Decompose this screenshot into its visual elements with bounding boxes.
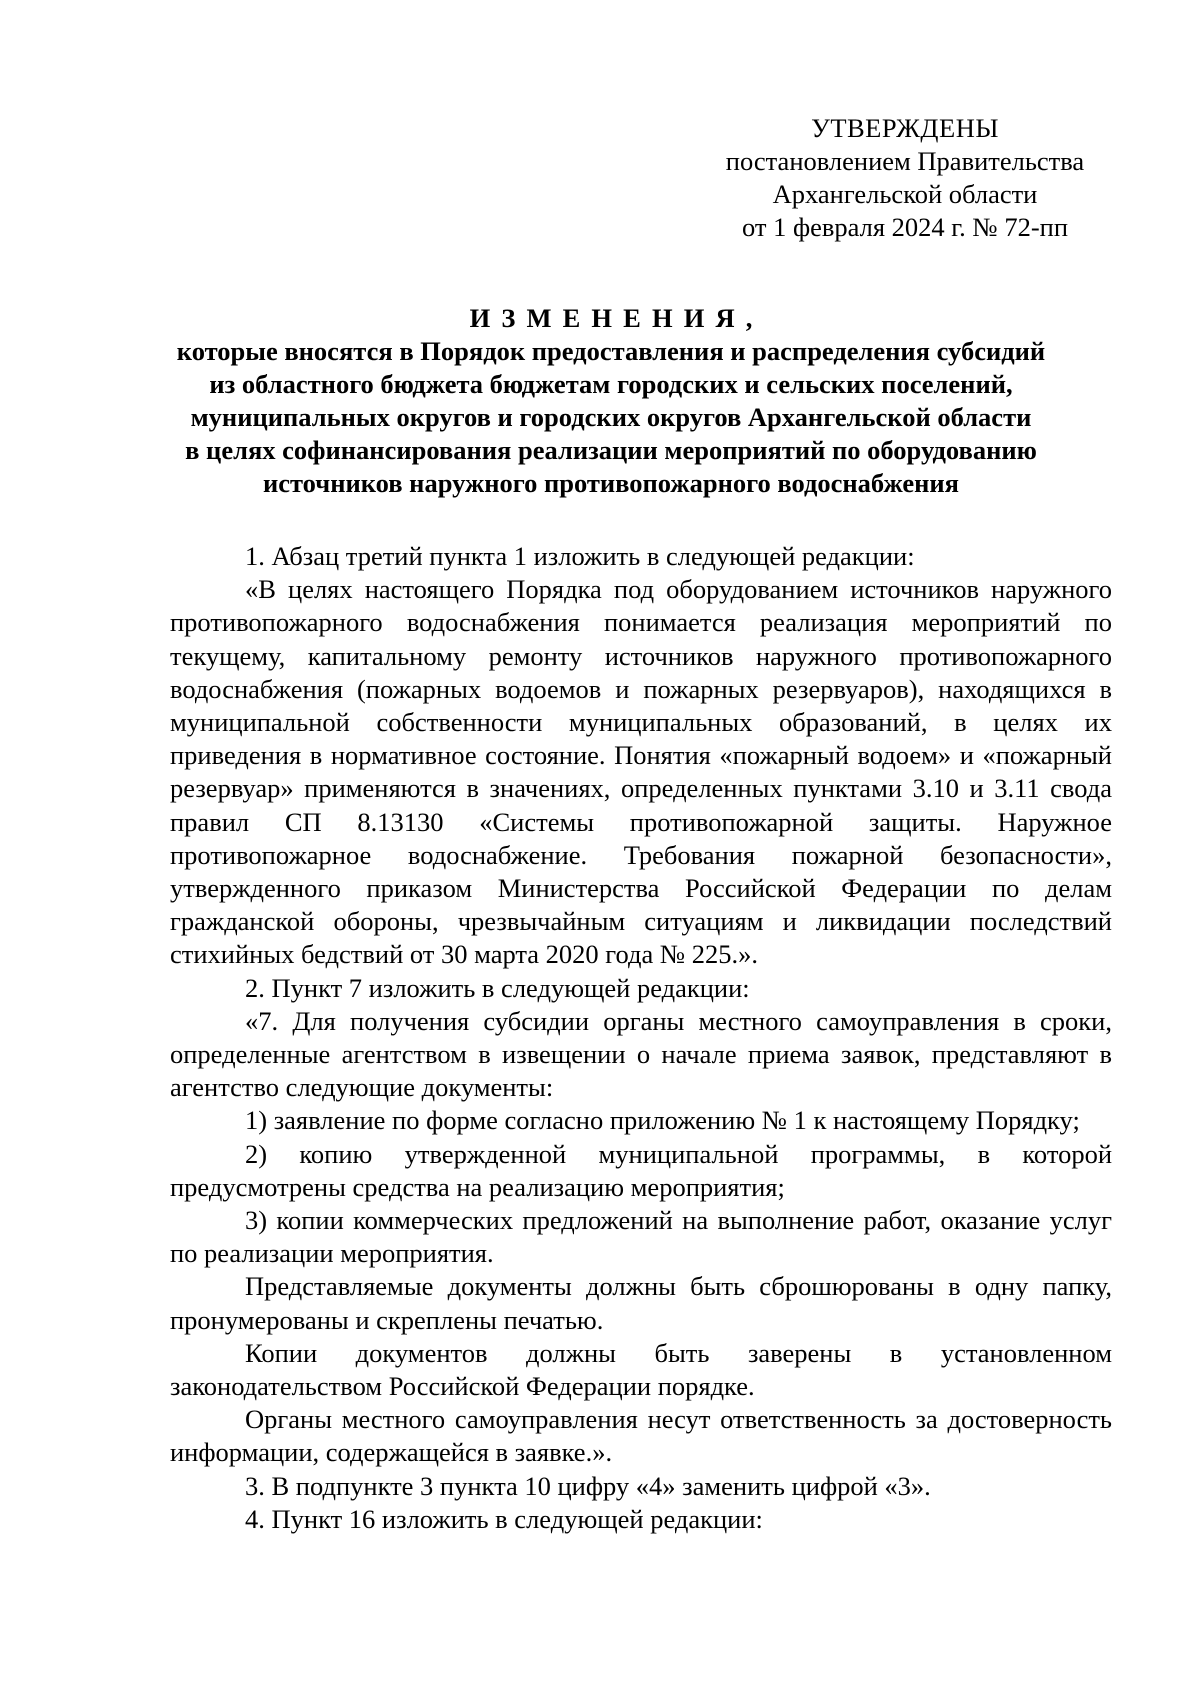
paragraph: 1. Абзац третий пункта 1 изложить в следующей редакции: [245,541,915,571]
paragraph: Представляемые документы должны быть сброшюрованы в одну папку, пронумерованы и скреплены печатью. [170,1271,1112,1335]
paragraph: 2) копию утвержденной муниципальной программы, в которой предусмотрены средства на реализацию мероприятия; [170,1138,1112,1202]
paragraph: Органы местного самоуправления несут ответственность за достоверность информации, содержащейся в заявке.». [170,1404,1112,1468]
approval-heading: УТВЕРЖДЕНЫ [811,113,999,143]
approval-line-resolution: постановлением Правительства [725,146,1085,176]
title-line-5: источников наружного противопожарного водоснабжения [262,468,960,498]
paragraph: «В целях настоящего Порядка под оборудованием источников наружного противопожарного водоснабжения понимается реализация мероприятий по текущему, капитальному ремонту источников наружного противопожарного водоснабжения (пожарных водоемов и пожарных резервуаров), находящихся в муниципальной собственности муниципальных образований, в целях их приведения в нормативное состояние. Понятия «пожарный водоем» и «пожарный резервуар» применяются в значениях, определенных пунктами 3.10 и 3.11 свода правил СП 8.13130 «Системы противопожарной защиты. Наружное противопожарное водоснабжение. Требования пожарной безопасности», утвержденного приказом Министерства Российской Федерации по делам гражданской обороны, чрезвычайным ситуациям и ликвидации последствий стихийных бедствий от 30 марта 2020 года № 225.». [170,574,1112,970]
approval-stamp [690,112,1120,244]
approval-line-region: Архангельской области [772,179,1038,209]
paragraph: 3) копии коммерческих предложений на выполнение работ, оказание услуг по реализации мероприятия. [170,1205,1112,1269]
paragraph: «7. Для получения субсидии органы местного самоуправления в сроки, определенные агентством в извещении о начале приема заявок, представляют в агентство следующие документы: [170,1005,1112,1103]
paragraph: 4. Пункт 16 изложить в следующей редакции: [245,1503,763,1534]
paragraph: 3. В подпункте 3 пункта 10 цифру «4» заменить цифрой «3». [245,1470,931,1501]
paragraph: 1) заявление по форме согласно приложению № 1 к настоящему Порядку; [245,1105,1080,1136]
paragraph: 2. Пункт 7 изложить в следующей редакции: [245,972,750,1003]
title-line-4: в целях софинансирования реализации мероприятий по оборудованию [185,435,1037,465]
paragraph: Копии документов должны быть заверены в установленном законодательством Российской Федерации порядке. [170,1337,1112,1402]
document-title [150,302,1072,500]
title-heading: ИЗМЕНЕНИЯ, [469,303,764,333]
title-line-2: из областного бюджета бюджетам городских и сельских поселений, [209,369,1013,399]
document-body [170,540,1112,1536]
approval-line-date: от 1 февраля 2024 г. № 72-пп [741,212,1069,242]
title-line-3: муниципальных округов и городских округов Архангельской области [190,402,1032,432]
title-line-1: которые вносятся в Порядок предоставления и распределения субсидий [176,336,1046,366]
